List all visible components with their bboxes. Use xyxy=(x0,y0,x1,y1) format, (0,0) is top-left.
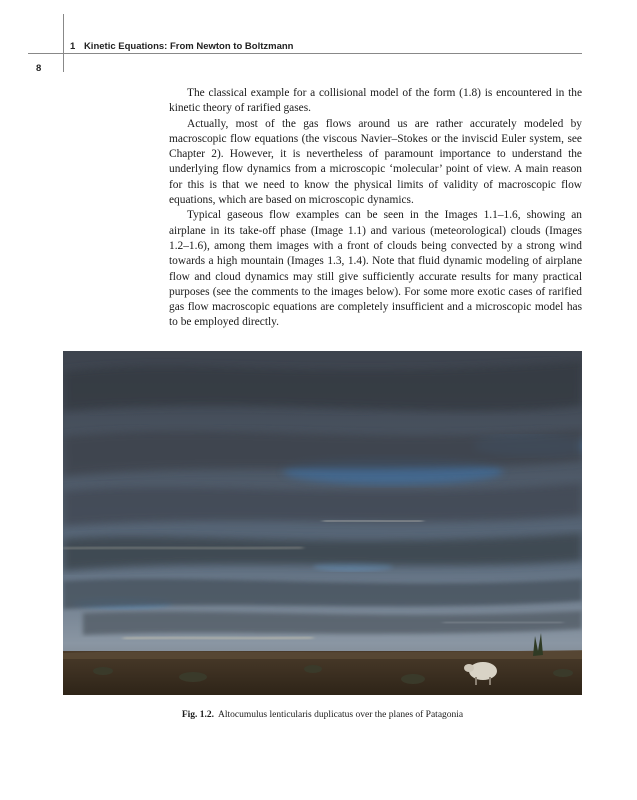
paragraph-3: Typical gaseous flow examples can be seen in the Images 1.1–1.6, showing an airplane in its take-off phase (Image 1.1) and various (meteorological) clouds (Images 1.2–1.6), among them images with a front of clouds being convected by a strong wind towards a high mountain (Images 1.3, 1.4). Note that fluid dynamic modeling of airplane flow and cloud dynamics may still give sufficiently accurate results for many practical purposes (see the comments to the images below). For some more exotic cases of rarified gas flow macroscopic equations are completely insufficient and a microscopic model has to be employed directly. xyxy=(169,209,582,329)
running-head xyxy=(70,41,293,52)
figure-caption xyxy=(63,710,582,720)
chapter-title: Kinetic Equations: From Newton to Boltzmann xyxy=(83,41,294,52)
paragraph-2: Actually, most of the gas flows around us are rather accurately modeled by macroscopic flow equations (the viscous Navier–Stokes or the inviscid Euler system, see Chapter 2). However, it is nevertheless of paramount importance to understand the underlying flow dynamics from a microscopic ‘molecular’ point of view. A main reason for this is that we need to know the physical limits of validity of macroscopic flow equations, which are based on microscopic dynamics. xyxy=(169,117,582,207)
page-number: 8 xyxy=(36,63,42,74)
figure-cloud-photo xyxy=(63,351,582,695)
paragraph-1: The classical example for a collisional model of the form (1.8) is encountered in the kinetic theory of rarified gases. xyxy=(169,87,582,115)
chapter-number: 1 xyxy=(70,41,76,52)
figure-caption-text: Altocumulus lenticularis duplicatus over the planes of Patagonia xyxy=(218,710,464,720)
margin-rule xyxy=(63,14,64,72)
cloud-photo-image xyxy=(63,351,582,695)
figure-label: Fig. 1.2. xyxy=(181,710,215,720)
header-rule xyxy=(28,53,582,54)
body-text xyxy=(169,86,582,331)
